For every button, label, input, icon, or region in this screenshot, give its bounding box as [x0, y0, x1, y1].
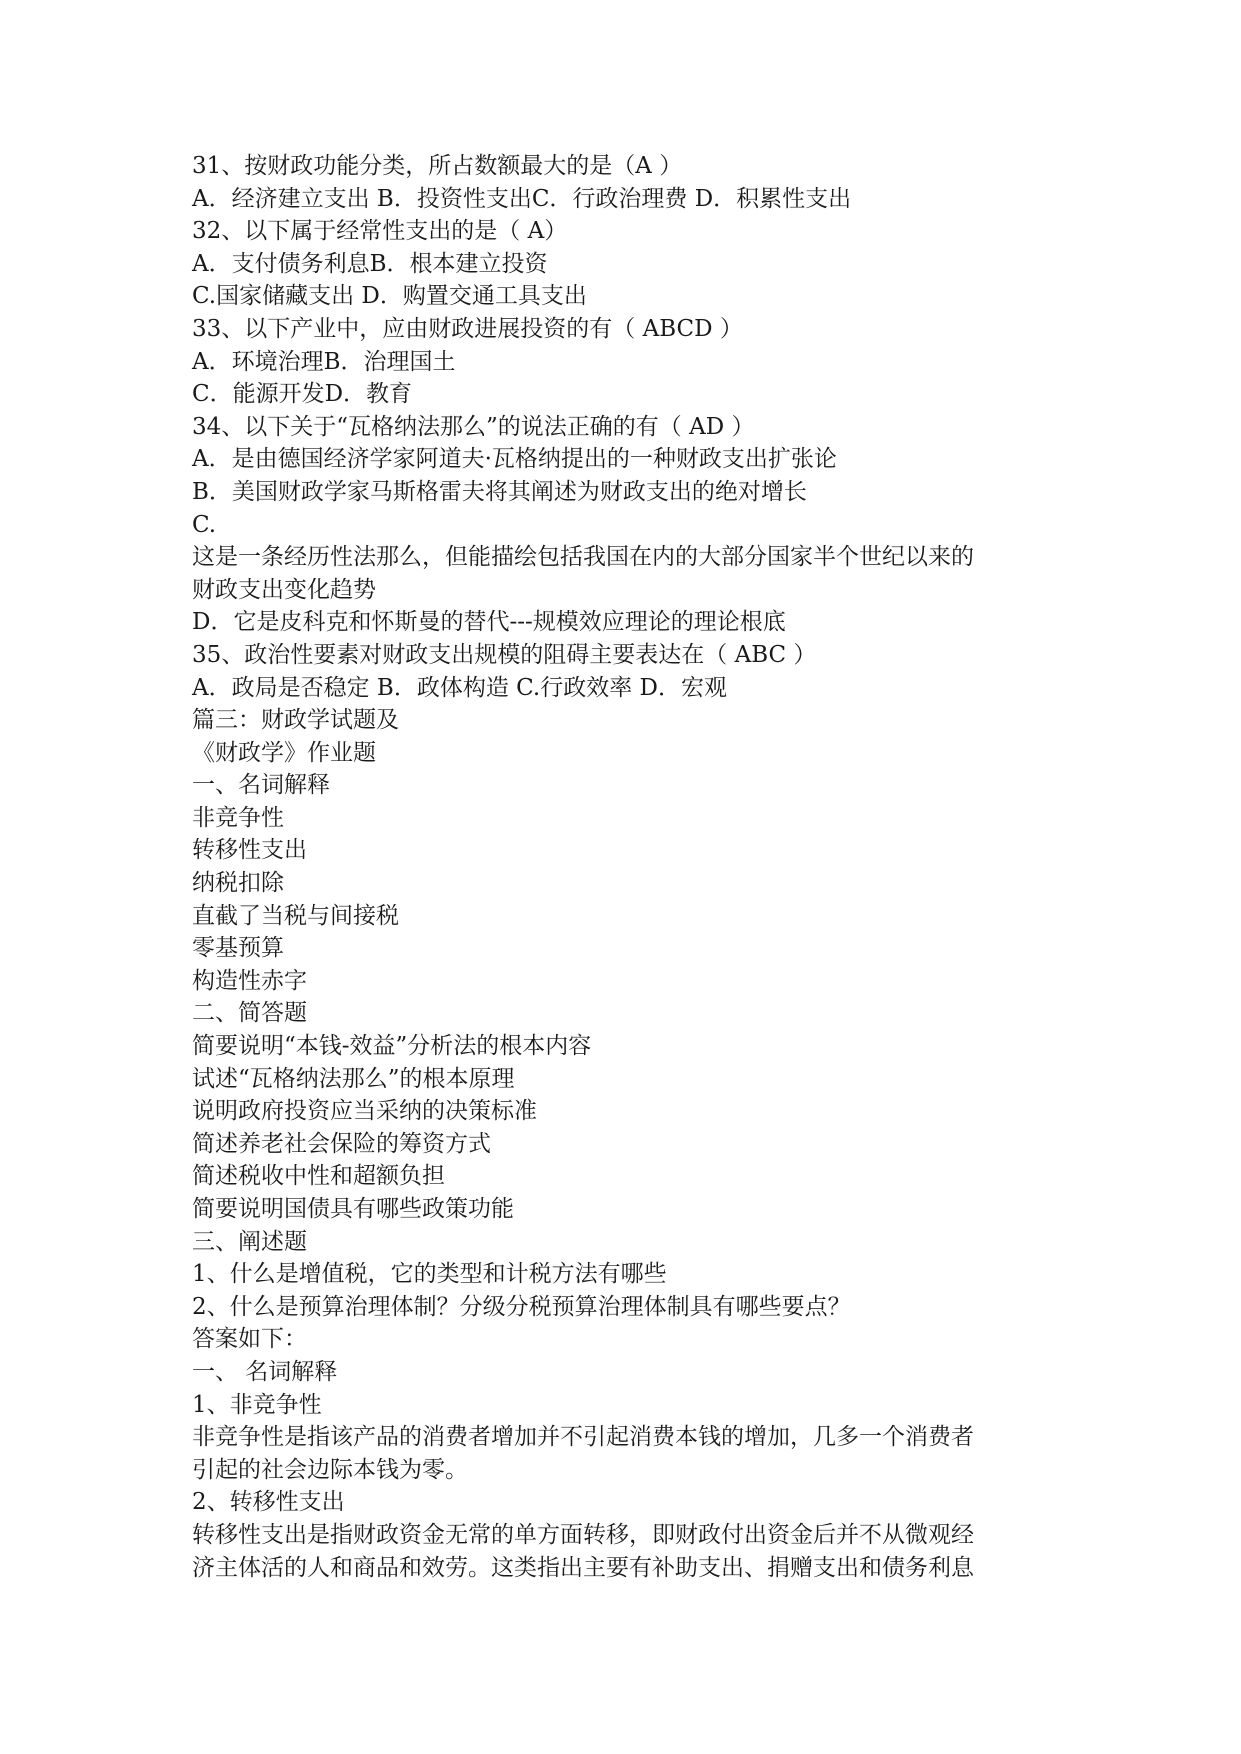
text-line: D．它是皮科克和怀斯曼的替代---规模效应理论的理论根底 — [192, 609, 786, 636]
text-line: 31、按财政功能分类，所占数额最大的是（A ） — [192, 153, 683, 179]
text-line: 零基预算 — [192, 935, 284, 962]
text-line: 35、政治性要素对财政支出规模的阻碍主要表达在（ ABC ） — [192, 641, 817, 668]
text-line: A．是由德国经济学家阿道夫·瓦格纳提出的一种财政支出扩张论 — [192, 446, 837, 473]
text-line: A．经济建立支出 B．投资性支出C．行政治理费 D．积累性支出 — [192, 185, 852, 212]
text-line: 直截了当税与间接税 — [192, 902, 399, 929]
section-heading: 一、 名词解释 — [192, 1358, 338, 1385]
text-line: B．美国财政学家马斯格雷夫将其阐述为财政支出的绝对增长 — [192, 478, 807, 505]
text-line: 构造性赤字 — [192, 967, 307, 994]
text-line: 引起的社会边际本钱为零。 — [192, 1456, 468, 1483]
text-line: 转移性支出 — [192, 837, 307, 864]
text-line: 济主体活的人和商品和效劳。这类指出主要有补助支出、捐赠支出和债务利息 — [192, 1554, 974, 1581]
text-line: 纳税扣除 — [192, 870, 284, 897]
text-line: C.国家储藏支出 D．购置交通工具支出 — [192, 283, 587, 310]
text-line: 试述“瓦格纳法那么”的根本原理 — [192, 1065, 515, 1092]
text-line: 1、什么是增值税，它的类型和计税方法有哪些 — [192, 1261, 667, 1288]
text-line: 简述养老社会保险的筹资方式 — [192, 1130, 491, 1157]
text-line: 1、非竞争性 — [192, 1391, 322, 1418]
text-line: 《财政学》作业题 — [192, 739, 376, 766]
document-body — [192, 150, 1072, 1584]
section-heading: 三、阐述题 — [192, 1228, 307, 1255]
text-line: 转移性支出是指财政资金无常的单方面转移，即财政付出资金后并不从微观经 — [192, 1521, 974, 1548]
text-line: 简要说明“本钱-效益”分析法的根本内容 — [192, 1033, 592, 1060]
text-line: C. — [192, 511, 217, 538]
text-line: 33、以下产业中，应由财政进展投资的有（ ABCD ） — [192, 315, 743, 342]
text-line: 34、以下关于“瓦格纳法那么”的说法正确的有（ AD ） — [192, 413, 755, 440]
text-line: 这是一条经历性法那么，但能描绘包括我国在内的大部分国家半个世纪以来的 — [192, 544, 974, 571]
section-heading: 二、简答题 — [192, 1000, 307, 1027]
text-line: 非竞争性是指该产品的消费者增加并不引起消费本钱的增加，几多一个消费者 — [192, 1424, 974, 1451]
section-heading: 篇三：财政学试题及 — [192, 707, 399, 734]
text-line: 简要说明国债具有哪些政策功能 — [192, 1196, 514, 1222]
text-line: A．支付债务利息B．根本建立投资 — [192, 250, 548, 277]
text-line: 2、什么是预算治理体制？分级分税预算治理体制具有哪些要点？ — [192, 1293, 851, 1320]
text-line: 简述税收中性和超额负担 — [192, 1163, 445, 1190]
text-line: 32、以下属于经常性支出的是（ A） — [192, 218, 568, 245]
text-line: 非竞争性 — [192, 804, 284, 831]
text-line: 财政支出变化趋势 — [192, 576, 376, 603]
text-line: A．环境治理B．治理国土 — [192, 348, 456, 375]
text-line: 2、转移性支出 — [192, 1489, 345, 1516]
text-line: C．能源开发D．教育 — [192, 381, 413, 408]
text-line: 说明政府投资应当采纳的决策标准 — [192, 1098, 537, 1125]
text-line: 答案如下： — [192, 1326, 307, 1353]
text-line: A．政局是否稳定 B．政体构造 C.行政效率 D．宏观 — [192, 674, 727, 701]
section-heading: 一、名词解释 — [192, 772, 330, 799]
